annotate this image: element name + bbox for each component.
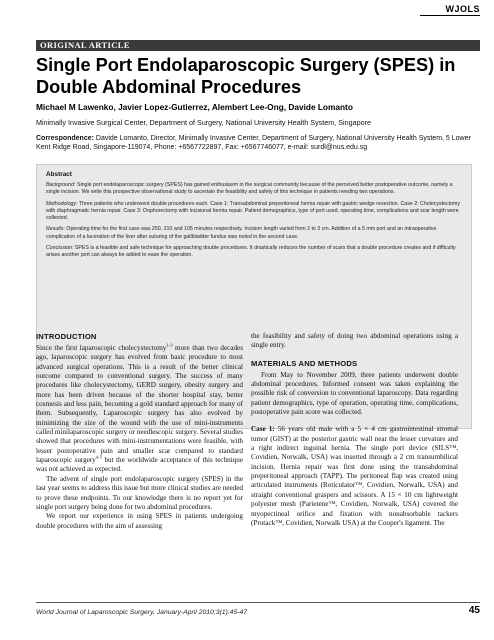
- abstract-results-label: Results:: [46, 226, 65, 233]
- section-gap: [251, 351, 458, 359]
- abstract-background-text: Single port endolaparoscopic surgery (SPES) has gained enthusiasm in the surgical community because of the perceived better postoperative outcome, namely a single incision. We write this prospective observational study to ascertain the feasibility and safety of this technique in patients needing two operations.: [46, 182, 453, 196]
- case-1-label: Case 1:: [251, 425, 275, 434]
- abstract-methodology-text: Three patients who underwent double procedures each. Case 1: Transabdominal preperitoneal hernia repair with gastric wedge resection. Case 2: Cholecystectomy with diaphragmatic hernia repair. Case 3: Oophorectomy with incisional hernia repair. Patient demographics, type of port used, operating time, complications and scar length were collected.: [46, 200, 461, 222]
- abstract-conclusion: [46, 245, 462, 260]
- intro-p1-part-a: Since the first laparoscopic cholecystectomy: [36, 344, 167, 352]
- intro-paragraph-3-continued: the feasibility and safety of doing two abdominal operations using a single entry.: [251, 332, 458, 350]
- abstract-methodology: [46, 201, 462, 223]
- correspondence-label: Correspondence:: [36, 135, 94, 142]
- abstract-heading: Abstract: [46, 171, 72, 178]
- article-title: Single Port Endolaparoscopic Surgery (SPES) in Double Abdominal Procedures: [36, 55, 456, 97]
- abstract-results-text: Operating time for the first case was 250, 210 and 105 minutes respectively. Incision length varied from 2 to 3 cm. Addition of a 5 mm port and an intraoperative complication of a laceration of the liver after suturing of the gallbladder fundus was noted in the second case.: [46, 226, 437, 240]
- abstract-results: [46, 226, 462, 241]
- methods-heading: MATERIALS AND METHODS: [251, 358, 358, 368]
- abstract-conclusion-text: SPES is a feasible and safe technique for approaching double procedures. It drastically reduces the number of scars that a double procedure creates and if difficulty arises another port can always be added to ease the operation.: [46, 245, 456, 259]
- author-list: Michael M Lawenko, Javier Lopez-Gutierrez, Alembert Lee-Ong, Davide Lomanto: [36, 102, 353, 112]
- methods-paragraph-1: From May to November 2009, three patients underwent double abdominal procedures. Informed consent was taken explaining the possible risk of conversion to conventional laparoscopy. Data regarding patient demographics, type of operation, operating time, complications, postoperative pain score was collected.: [251, 370, 458, 417]
- case-1-text: 56 years old male with a 5 × 4 cm gastrointestinal stromal tumor (GIST) at the posterior gastric wall near the lesser curvature and a right indirect inguinal hernia. The single port device (SILS™, Covidien, Norwalk, USA) was inserted through a 2 cm transumbilical incision. Hernia repair was first done using the transabdominal preperitoneal approach (TAPP). The peritoneal flap was created using articulated instruments (Roticulator™, Covidien, Norwalk, USA) and straight conventional graspers and scissors. A 15 × 10 cm lightweight polyester mesh (Parietene™, Covidien, Norwalk, USA) covered the myopectineal orifice and fixation with nonabsorbable tackers (Protack™, Covidien, Norwalk USA) at the Cooper's ligament. The: [251, 425, 458, 527]
- section-label: ORIGINAL ARTICLE: [40, 40, 130, 50]
- correspondence: [36, 134, 476, 152]
- intro-p1-part-b: more than two decades ago, laparoscopic surgery has evolved from basic procedure to most advanced surgical operations. This is a result of the better clinical outcome compared to conventional surgery. The success of many procedures like cholecystectomy, GERD surgery, obesity surgery and more has been driven because of the shorter hospital stay, better cosmesis and less pain, becoming a gold standard approach for many of them. Subsequently, Laparoscopic surgery has also evolved by minimizing the size of the wound with the use of mini-instruments called minilaparoscopic surgery or needlescopic surgery. Several studies showed that procedures with mini-instrumentations were feasible, with lesser postoperative pain and smaller scar compared to standard laparoscopic surgery: [36, 344, 243, 465]
- intro-heading: INTRODUCTION: [36, 332, 97, 341]
- citation-1-3: 1-3: [166, 342, 173, 348]
- intro-p1-part-c: but the worldwide acceptance of this technique was not achieved as expected.: [36, 456, 243, 474]
- journal-tag: WJOLS: [445, 4, 480, 14]
- intro-paragraph-2: The advent of single port endolaparoscopic surgery (SPES) in the last year seems to address this issue but more clinical studies are needed to prove these endpoints. To our knowledge there is no report yet for single port surgery being done for two abdominal procedures.: [36, 474, 243, 511]
- journal-tag-rule: [420, 15, 480, 16]
- abstract-conclusion-label: Conclusion:: [46, 245, 74, 252]
- abstract-background-label: Background:: [46, 182, 76, 188]
- case-1-paragraph: [251, 425, 458, 528]
- abstract-background: [46, 182, 462, 197]
- correspondence-text: Davide Lomanto, Director, Minimally Invasive Center, Department of Surgery, National University Health System, 5 Lower Kent Ridge Road, Singapore-119074, Phone: +6567722897, Fax: +6567746077, e-mail: surdl@nus.edu.sg: [36, 135, 471, 152]
- footer-citation: World Journal of Laparoscopic Surgery, January-April 2010;3(1):45-47: [36, 609, 248, 616]
- page-number: 45: [468, 605, 480, 616]
- intro-paragraph-3: We report our experience in using SPES in patients undergoing double procedures with the aim of assessing: [36, 512, 243, 530]
- section-gap: [251, 417, 458, 425]
- footer-rule: [36, 602, 480, 603]
- left-column: [36, 332, 243, 531]
- citation-4-5: 4-5: [95, 454, 102, 460]
- right-column: [251, 332, 458, 528]
- intro-paragraph-1: [36, 344, 243, 475]
- abstract-methodology-label: Methodology:: [46, 200, 78, 207]
- affiliation: Minimally Invasive Surgical Center, Department of Surgery, National University Health System, Singapore: [36, 118, 372, 127]
